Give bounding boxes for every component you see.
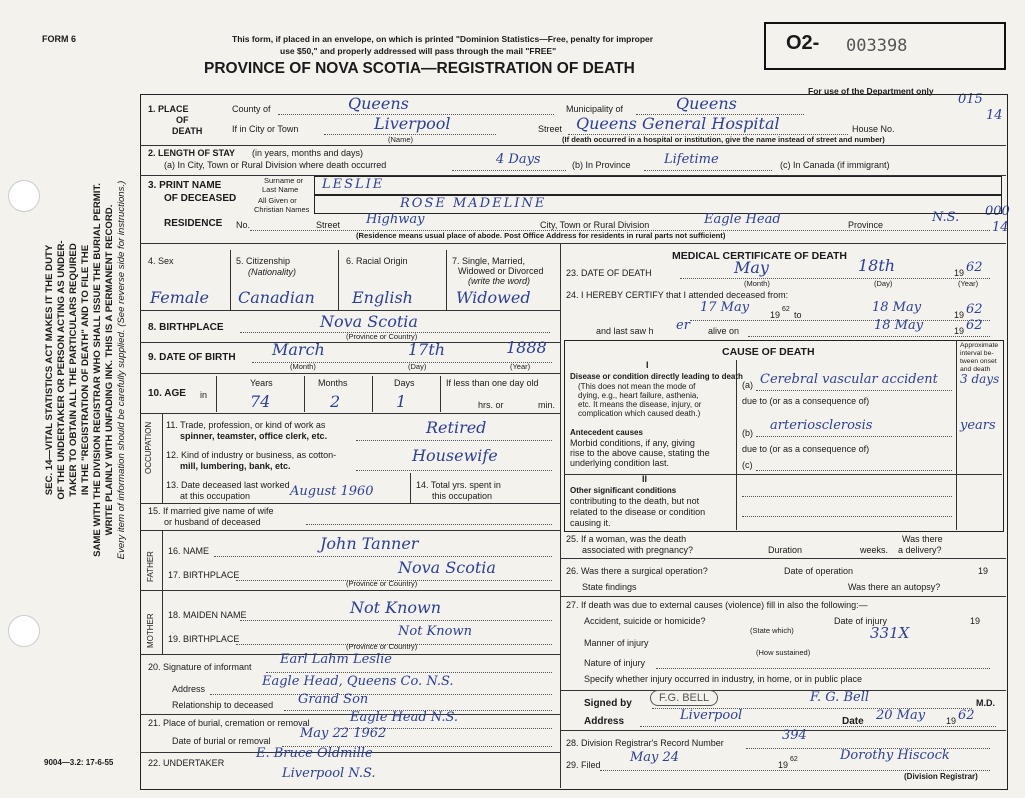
q11-label: spinner, teamster, office clerk, etc. xyxy=(180,431,328,441)
operation-year-19: 19 xyxy=(978,566,989,576)
q17-label: 17. BIRTHPLACE xyxy=(168,570,240,580)
trade-line xyxy=(356,440,552,441)
father-side-label: FATHER xyxy=(146,551,155,582)
q21-label: 21. Place of burial, cremation or removal xyxy=(148,718,310,728)
attended-from-19: 19 xyxy=(770,310,781,320)
attended-from-year: 62 xyxy=(782,306,790,313)
given-names-label: All Given or xyxy=(258,196,297,205)
racial-origin-label: 6. Racial Origin xyxy=(346,256,408,266)
cause-a-interval: 3 days xyxy=(960,372,1000,386)
registration-number: 003398 xyxy=(846,36,908,56)
q12-label: 12. Kind of industry or business, as cotton- xyxy=(166,450,337,460)
sidebar-line: Every item of information should be carefully supplied. xyxy=(116,329,127,560)
physician-address: Liverpool xyxy=(680,708,743,723)
cause-a-line xyxy=(756,390,952,391)
last-seen-sex: er xyxy=(676,318,690,333)
department-use-label: For use of the Department only xyxy=(808,86,934,96)
province-caption: (Province or Country) xyxy=(346,579,418,588)
q28-label: 28. Division Registrar's Record Number xyxy=(566,738,724,748)
direct-cause-note: dying, e.g., heart failure, asthenia, xyxy=(578,391,699,400)
q15-label: or husband of deceased xyxy=(164,517,261,527)
burial-place-value: Eagle Head N.S. xyxy=(350,710,459,725)
age-days-label: Days xyxy=(394,378,415,388)
burial-date-label: Date of burial or removal xyxy=(172,736,271,746)
how-sustained-caption: (How sustained) xyxy=(756,648,811,657)
registrar-caption: (Division Registrar) xyxy=(904,772,978,781)
minutes-label: min. xyxy=(538,400,556,410)
sidebar-line: TAKER TO OBTAIN ALL THE PARTICULARS REQUIRED xyxy=(68,243,79,497)
print-name-label: OF DECEASED xyxy=(164,193,237,204)
interval-label: tween onset xyxy=(960,358,997,365)
city-value: Liverpool xyxy=(374,114,451,133)
status-value: Widowed xyxy=(456,288,531,307)
q12-label: mill, lumbering, bank, etc. xyxy=(180,461,291,471)
q24-label: 24. I HEREBY CERTIFY that I attended deceased from: xyxy=(566,290,789,300)
age-label: 10. AGE xyxy=(148,388,186,399)
alive-on-value: 18 May xyxy=(874,318,924,333)
interval-label: interval be- xyxy=(960,350,994,357)
parent-side-divider xyxy=(162,530,163,654)
status-label: 7. Single, Married, xyxy=(452,256,526,266)
attended-from: 17 May xyxy=(700,300,750,315)
stay-a-value: 4 Days xyxy=(496,152,541,167)
residence-note: (Residence means usual place of abode. Post Office Address for residents in rural parts not sufficient) xyxy=(356,231,726,240)
surname-box xyxy=(314,176,1002,195)
specify-label: Specify whether injury occurred in industry, in home, or in public place xyxy=(584,674,862,684)
interval-divider xyxy=(956,340,957,530)
stay-c-label: (c) In Canada (if immigrant) xyxy=(780,160,890,170)
cause-b-line xyxy=(756,436,952,437)
residence-label: RESIDENCE xyxy=(164,218,223,229)
residence-no-label: No. xyxy=(236,220,251,230)
place-of-death-label: DEATH xyxy=(172,126,203,136)
municipality-value: Queens xyxy=(676,94,737,113)
punch-hole-top xyxy=(8,180,40,212)
registration-prefix: O2- xyxy=(786,32,820,54)
cause-a-value: Cerebral vascular accident xyxy=(760,372,938,387)
alive-on-label: alive on xyxy=(708,326,740,336)
father-name-line xyxy=(214,556,552,557)
residence-street-label: Street xyxy=(316,220,341,230)
sidebar-line: IN THE "REGISTRATION OF DEATH" AND TO FILE THE xyxy=(80,244,91,496)
direct-cause-note: (This does not mean the mode of xyxy=(578,382,696,391)
department-code: 14 xyxy=(992,220,1009,235)
father-birthplace-value: Nova Scotia xyxy=(398,558,496,577)
state-which-caption: (State which) xyxy=(750,626,794,635)
q16-label: 16. NAME xyxy=(168,546,210,556)
antecedent-note: rise to the above cause, stating the xyxy=(570,448,710,458)
injury-code: 331X xyxy=(870,624,910,642)
section-divider xyxy=(140,243,1006,244)
province-caption: (Province or Country) xyxy=(346,642,418,651)
field-divider xyxy=(338,250,339,310)
interval-label: Approximate xyxy=(960,342,999,349)
informant-signature: Earl Lahm Leslie xyxy=(280,652,392,667)
q11-label: 11. Trade, profession, or kind of work as xyxy=(166,420,326,430)
cause-b-label: (b) xyxy=(742,428,753,438)
row-divider xyxy=(140,413,560,414)
street-value: Queens General Hospital xyxy=(576,114,780,133)
row-divider xyxy=(140,530,560,531)
department-code: 000 xyxy=(985,204,1010,219)
alive-on-year: 62 xyxy=(966,318,983,333)
part-ii-label: II xyxy=(642,474,648,484)
attended-to-label: to xyxy=(794,310,802,320)
trade-value: Retired xyxy=(426,418,487,437)
informant-address-line xyxy=(210,694,552,695)
other-conditions-line xyxy=(742,516,952,517)
filed-line xyxy=(600,770,990,771)
cause-c-line xyxy=(756,470,952,471)
age-days-value: 1 xyxy=(396,392,407,411)
form-number: FORM 6 xyxy=(42,34,77,44)
less-than-day-label: If less than one day old xyxy=(446,378,539,388)
status-label: Widowed or Divorced xyxy=(458,266,544,276)
row-divider xyxy=(140,503,560,504)
medical-certificate-title: MEDICAL CERTIFICATE OF DEATH xyxy=(672,250,847,262)
street-label: Street xyxy=(538,124,563,134)
residence-province-value: N.S. xyxy=(932,210,960,225)
mother-birthplace-value: Not Known xyxy=(398,624,472,639)
age-in-label: in xyxy=(200,390,208,400)
municipality-label: Municipality of xyxy=(566,104,624,114)
dob-year-caption: (Year) xyxy=(510,362,531,371)
death-month: May xyxy=(734,258,769,277)
mother-maiden-line xyxy=(240,620,552,621)
q22-label: 22. UNDERTAKER xyxy=(148,758,225,768)
mail-note-line-2: use $50," and properly addressed will pass through the mail "FREE" xyxy=(280,46,557,56)
citizenship-label: 5. Citizenship xyxy=(236,256,291,266)
row-divider xyxy=(560,596,1006,597)
date-injury-label: Date of injury xyxy=(834,616,888,626)
age-divider xyxy=(440,376,441,412)
row-divider xyxy=(560,690,1006,691)
q29-label: 29. Filed xyxy=(566,760,601,770)
q25-label: 25. If a woman, was the death xyxy=(566,534,687,544)
informant-address-label: Address xyxy=(172,684,206,694)
signed-date-label: Date xyxy=(842,716,864,727)
surname-label: Last Name xyxy=(262,185,299,194)
sidebar-line: WRITE PLAINLY WITH UNFADING INK. THIS IS A PERMANENT RECORD. xyxy=(104,204,115,536)
row-divider xyxy=(140,373,560,374)
delivery-label: Was there xyxy=(902,534,943,544)
section-divider xyxy=(140,145,1006,146)
relationship-label: Relationship to deceased xyxy=(172,700,274,710)
due-to-label: due to (or as a consequence of) xyxy=(742,396,870,406)
citizenship-value: Canadian xyxy=(238,288,315,307)
q18-label: 18. MAIDEN NAME xyxy=(168,610,247,620)
interval-label: and death xyxy=(960,366,991,373)
house-number-label: House No. xyxy=(852,124,895,134)
citizenship-sub: (Nationality) xyxy=(248,267,297,277)
industry-line xyxy=(356,470,552,471)
cause-divider xyxy=(736,360,737,530)
age-months-value: 2 xyxy=(330,392,341,411)
dob-year: 1888 xyxy=(506,338,547,357)
age-years-value: 74 xyxy=(250,392,271,411)
signed-date-19: 19 xyxy=(946,716,957,726)
signed-date-year: 62 xyxy=(958,708,975,723)
hospital-note: (If death occurred in a hospital or institution, give the name instead of street and number) xyxy=(562,135,885,144)
city-caption: (Name) xyxy=(388,135,414,144)
autopsy-label: Was there an autopsy? xyxy=(848,582,941,592)
age-divider xyxy=(216,376,217,412)
residence-street-value: Highway xyxy=(366,212,425,227)
field-divider xyxy=(446,250,447,310)
stay-b-value: Lifetime xyxy=(664,152,719,167)
other-conditions-label: Other significant conditions xyxy=(570,486,677,495)
place-of-death-label: OF xyxy=(176,115,189,125)
signed-date: 20 May xyxy=(876,708,926,723)
mother-side-label: MOTHER xyxy=(146,613,155,648)
sidebar-line: SAME WITH THE DIVISION REGISTRAR WHO SHALL ISSUE THE BURIAL PERMIT. xyxy=(92,183,103,557)
row-divider xyxy=(140,310,560,311)
mother-maiden-value: Not Known xyxy=(350,598,442,617)
mail-note-line-1: This form, if placed in an envelope, on which is printed "Dominion Statistics—Free, penalty for improper xyxy=(232,34,654,44)
father-name-value: John Tanner xyxy=(320,534,419,553)
given-names-label: Christian Names xyxy=(254,205,310,214)
last-seen-label: and last saw h xyxy=(596,326,654,336)
burial-date-value: May 22 1962 xyxy=(300,726,387,741)
signed-by-label: Signed by xyxy=(584,698,632,709)
dob-month-caption: (Month) xyxy=(290,362,316,371)
racial-origin-value: English xyxy=(352,288,413,307)
direct-cause-note: etc. It means the disease, injury, or xyxy=(578,400,702,409)
q13-label: 13. Date deceased last worked xyxy=(166,480,290,490)
address-line xyxy=(640,726,996,727)
field-divider xyxy=(410,473,411,503)
place-of-death-label: 1. PLACE xyxy=(148,104,189,114)
q15-label: 15. If married give name of wife xyxy=(148,506,274,516)
death-day-caption: (Day) xyxy=(874,279,893,288)
death-year-prefix: 19 xyxy=(954,268,965,278)
date-operation-label: Date of operation xyxy=(784,566,854,576)
cause-c-label: (c) xyxy=(742,460,753,470)
stay-a-line xyxy=(452,170,566,171)
direct-cause-note: complication which caused death.) xyxy=(578,409,701,418)
undertaker-value: E. Bruce Oldmille xyxy=(256,746,373,761)
print-name-label: 3. PRINT NAME xyxy=(148,180,222,191)
other-conditions-note: contributing to the death, but not xyxy=(570,496,700,506)
punch-hole-bottom xyxy=(8,615,40,647)
q14-label: this occupation xyxy=(432,491,493,501)
occupation-side-divider xyxy=(162,413,163,503)
age-divider xyxy=(372,376,373,412)
stay-a-label: (a) In City, Town or Rural Division where death occurred xyxy=(164,160,387,170)
city-label: If in City or Town xyxy=(232,124,299,134)
q23-label: 23. DATE OF DEATH xyxy=(566,268,652,278)
weeks-label: weeks. xyxy=(860,545,889,555)
given-names-value: ROSE MADELINE xyxy=(400,196,547,211)
other-conditions-note: related to the disease or condition xyxy=(570,507,706,517)
birthplace-value: Nova Scotia xyxy=(320,312,418,331)
sidebar-line: OF THE UNDERTAKER OR PERSON ACTING AS UNDER- xyxy=(56,240,67,500)
nature-line xyxy=(656,668,990,669)
age-divider xyxy=(304,376,305,412)
filed-date: May 24 xyxy=(630,750,680,765)
manner-label: Manner of injury xyxy=(584,638,649,648)
birthplace-caption: (Province or Country) xyxy=(346,332,418,341)
county-value: Queens xyxy=(348,94,409,113)
q25-label: associated with pregnancy? xyxy=(582,545,694,555)
field-divider xyxy=(230,250,231,310)
row-divider xyxy=(140,342,560,343)
status-sub: (write the word) xyxy=(468,276,531,286)
cause-a-label: (a) xyxy=(742,380,753,390)
residence-city-label: City, Town or Rural Division xyxy=(540,220,650,230)
county-label: County of xyxy=(232,104,271,114)
informant-line xyxy=(266,672,552,673)
department-code: 015 xyxy=(958,92,983,107)
findings-label: State findings xyxy=(582,582,637,592)
physician-signature: F. G. Bell xyxy=(810,690,870,705)
physician-address-label: Address xyxy=(584,716,625,727)
hours-label: hrs. or xyxy=(478,400,504,410)
duration-label: Duration xyxy=(768,545,803,555)
residence-province-label: Province xyxy=(848,220,884,230)
dob-month: March xyxy=(272,340,325,359)
row-divider xyxy=(140,590,560,591)
industry-value: Housewife xyxy=(412,446,498,465)
length-of-stay-label: 2. LENGTH OF STAY xyxy=(148,148,236,158)
department-code: 14 xyxy=(986,108,1003,123)
occupation-side-label: OCCUPATION xyxy=(144,421,153,474)
filed-19: 19 xyxy=(778,760,789,770)
birthplace-label: 8. BIRTHPLACE xyxy=(148,322,224,333)
death-month-caption: (Month) xyxy=(744,279,770,288)
age-years-label: Years xyxy=(250,378,273,388)
date-of-birth-label: 9. DATE OF BIRTH xyxy=(148,352,236,363)
attended-to-year: 62 xyxy=(966,302,983,317)
death-year-caption: (Year) xyxy=(958,279,979,288)
attended-to-19: 19 xyxy=(954,310,965,320)
surname-value: LESLIE xyxy=(322,177,385,192)
row-divider xyxy=(560,558,1006,559)
cause-b-value: arteriosclerosis xyxy=(770,418,873,433)
record-number: 394 xyxy=(782,728,807,743)
stay-b-line xyxy=(644,170,772,171)
part-i-label: I xyxy=(646,360,649,370)
death-date-line xyxy=(680,278,990,279)
sex-label: 4. Sex xyxy=(148,256,174,266)
sidebar-line: (See reverse side for instructions.) xyxy=(116,180,127,327)
physician-stamp: F.G. BELL xyxy=(650,690,718,706)
last-worked-value: August 1960 xyxy=(290,484,374,499)
due-to-label: due to (or as a consequence of) xyxy=(742,444,870,454)
antecedent-note: underlying condition last. xyxy=(570,458,670,468)
antecedent-label: Antecedent causes xyxy=(570,428,643,437)
registrar-signature: Dorothy Hiscock xyxy=(840,748,950,763)
filed-year: 62 xyxy=(790,756,798,763)
other-conditions-note: causing it. xyxy=(570,518,611,528)
dob-day: 17th xyxy=(408,340,446,359)
residence-city-value: Eagle Head xyxy=(704,212,781,227)
form-code: 9004—3.2: 17-6-55 xyxy=(44,758,114,767)
injury-year-19: 19 xyxy=(970,616,981,626)
accident-label: Accident, suicide or homicide? xyxy=(584,616,706,626)
antecedent-note: Morbid conditions, if any, giving xyxy=(570,438,695,448)
sex-value: Female xyxy=(150,288,209,307)
length-of-stay-sub: (in years, months and days) xyxy=(252,148,364,158)
vertical-instructions xyxy=(44,60,154,680)
surname-label: Surname or xyxy=(264,176,304,185)
direct-cause-label: Disease or condition directly leading to death xyxy=(570,372,743,381)
alive-on-line xyxy=(748,336,990,337)
delivery-label: a delivery? xyxy=(898,545,942,555)
q26-label: 26. Was there a surgical operation? xyxy=(566,566,708,576)
cause-divider-line xyxy=(564,474,1002,475)
q20-label: 20. Signature of informant xyxy=(148,662,252,672)
other-conditions-line xyxy=(742,496,952,497)
page-title: PROVINCE OF NOVA SCOTIA—REGISTRATION OF DEATH xyxy=(204,60,635,77)
sidebar-line: SEC. 14—VITAL STATISTICS ACT MAKES IT THE DUTY xyxy=(44,244,55,496)
death-year: 62 xyxy=(966,260,983,275)
q13-label: at this occupation xyxy=(180,491,251,501)
column-divider xyxy=(560,243,561,788)
death-day: 18th xyxy=(858,256,896,275)
age-months-label: Months xyxy=(318,378,348,388)
q19-label: 19. BIRTHPLACE xyxy=(168,634,240,644)
dob-day-caption: (Day) xyxy=(408,362,427,371)
informant-address: Eagle Head, Queens Co. N.S. xyxy=(262,674,454,689)
stay-b-label: (b) In Province xyxy=(572,160,631,170)
attended-line xyxy=(690,320,990,321)
nature-label: Nature of injury xyxy=(584,658,646,668)
relationship-value: Grand Son xyxy=(298,692,369,707)
attended-to: 18 May xyxy=(872,300,922,315)
q14-label: 14. Total yrs. spent in xyxy=(416,480,501,490)
undertaker-address: Liverpool N.S. xyxy=(282,766,376,781)
md-label: M.D. xyxy=(976,698,995,708)
q27-label: 27. If death was due to external causes (violence) fill in also the following:— xyxy=(566,600,868,610)
spouse-line xyxy=(306,524,552,525)
alive-on-19: 19 xyxy=(954,326,965,336)
cause-of-death-title: CAUSE OF DEATH xyxy=(722,346,815,358)
cause-b-interval: years xyxy=(960,418,996,433)
